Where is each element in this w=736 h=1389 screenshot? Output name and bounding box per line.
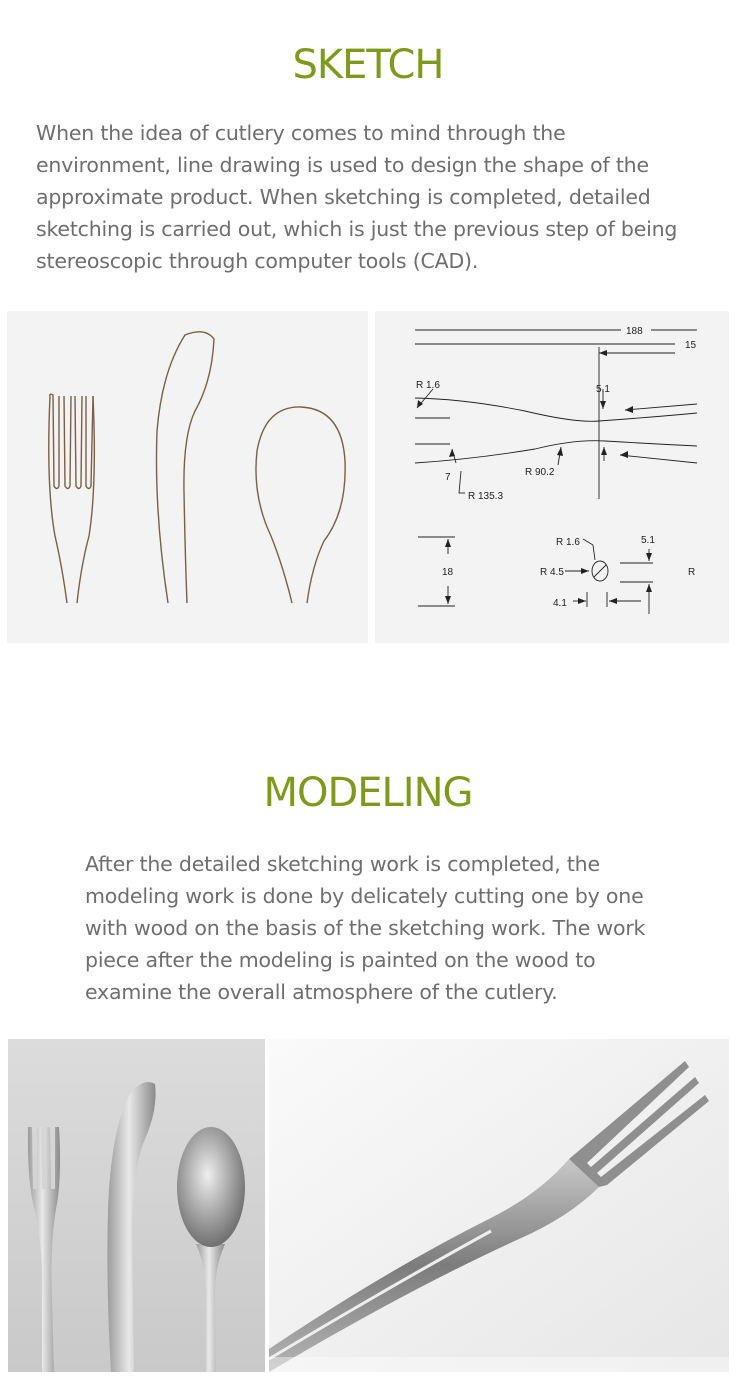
- cad-label-r16-detail: R 1.6: [556, 537, 580, 548]
- sketch-title: SKETCH: [292, 42, 444, 88]
- fork-closeup-photo: [269, 1039, 729, 1372]
- cutlery-set-photo: [8, 1039, 265, 1372]
- cad-label-188: 188: [626, 326, 643, 337]
- cad-label-18: 18: [442, 567, 454, 578]
- cad-label-51-top: 5.1: [596, 384, 610, 395]
- cad-label-r16-top: R 1.6: [416, 380, 440, 391]
- cad-label-7: 7: [445, 472, 451, 483]
- cutlery-line-sketch: [7, 311, 368, 643]
- cad-label-r1353: R 135.3: [468, 491, 504, 502]
- cad-label-r902: R 90.2: [525, 467, 555, 478]
- cad-label-15: 15: [685, 340, 697, 351]
- knife-sketch: [156, 332, 214, 603]
- spoon-sketch: [256, 407, 345, 603]
- cad-label-r45: R 4.5: [540, 567, 564, 578]
- sketch-description: When the idea of cutlery comes to mind through the environment, line drawing is used to design the shape of the approximate product. When sketching is completed, detailed sketching is carried out, which is just the previous step of being stereoscopic through computer tools (CAD).: [36, 121, 678, 273]
- cad-label-51-detail: 5.1: [641, 535, 655, 546]
- cad-technical-drawing: [375, 311, 729, 643]
- fork-sketch: [49, 394, 95, 603]
- cad-label-r: R: [688, 567, 696, 578]
- modeling-title: MODELING: [263, 770, 473, 816]
- modeling-description: After the detailed sketching work is completed, the modeling work is done by delicately cutting one by one with wood on the basis of the sketching work. The work piece after the modeling is painted on the wood to examine the overall atmosphere of the cutlery.: [85, 852, 646, 1004]
- cad-label-41: 4.1: [553, 598, 567, 609]
